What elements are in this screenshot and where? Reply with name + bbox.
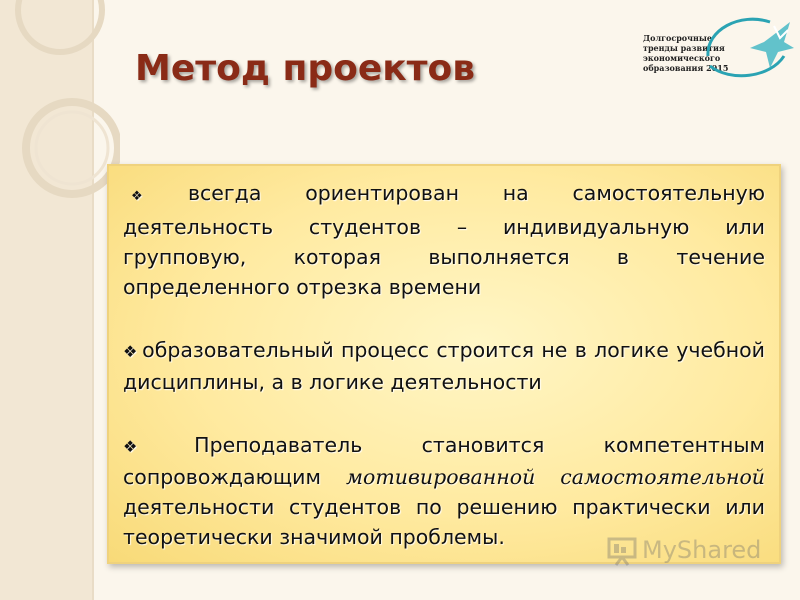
watermark-text: MyShared	[642, 536, 762, 564]
bullet-text: всегда ориентирован на самостоятельную деятельность студентов – индивидуальную или групповую, которая выполняется в течение определенного отрезка времени	[123, 181, 765, 299]
bullet-text: Преподаватель становится компетентным сопровождающим	[123, 433, 765, 489]
bullet-emphasis: мотивированной самостоятельной	[345, 465, 765, 489]
diamond-bullet-icon: ❖	[123, 437, 191, 456]
content-box	[107, 164, 781, 564]
diamond-bullet-icon: ❖	[131, 189, 180, 204]
presentation-icon	[606, 534, 638, 566]
decorative-circles	[0, 0, 120, 260]
bullet-item-1	[123, 178, 765, 302]
bullet-text: деятельности студентов по решению практически или теоретически значимой проблемы.	[123, 495, 765, 549]
watermark	[606, 530, 776, 570]
logo-caption: Долгосрочные тренды развития экономического образования 2015	[643, 33, 729, 73]
bullet-text: образовательный процесс строится не в логике учебной дисциплины, а в логике деятельности	[123, 338, 765, 394]
slide-title: Метод проектов	[135, 48, 476, 89]
diamond-bullet-icon: ❖	[123, 342, 139, 361]
conference-logo-icon	[700, 8, 796, 84]
bullet-item-2	[123, 335, 765, 397]
